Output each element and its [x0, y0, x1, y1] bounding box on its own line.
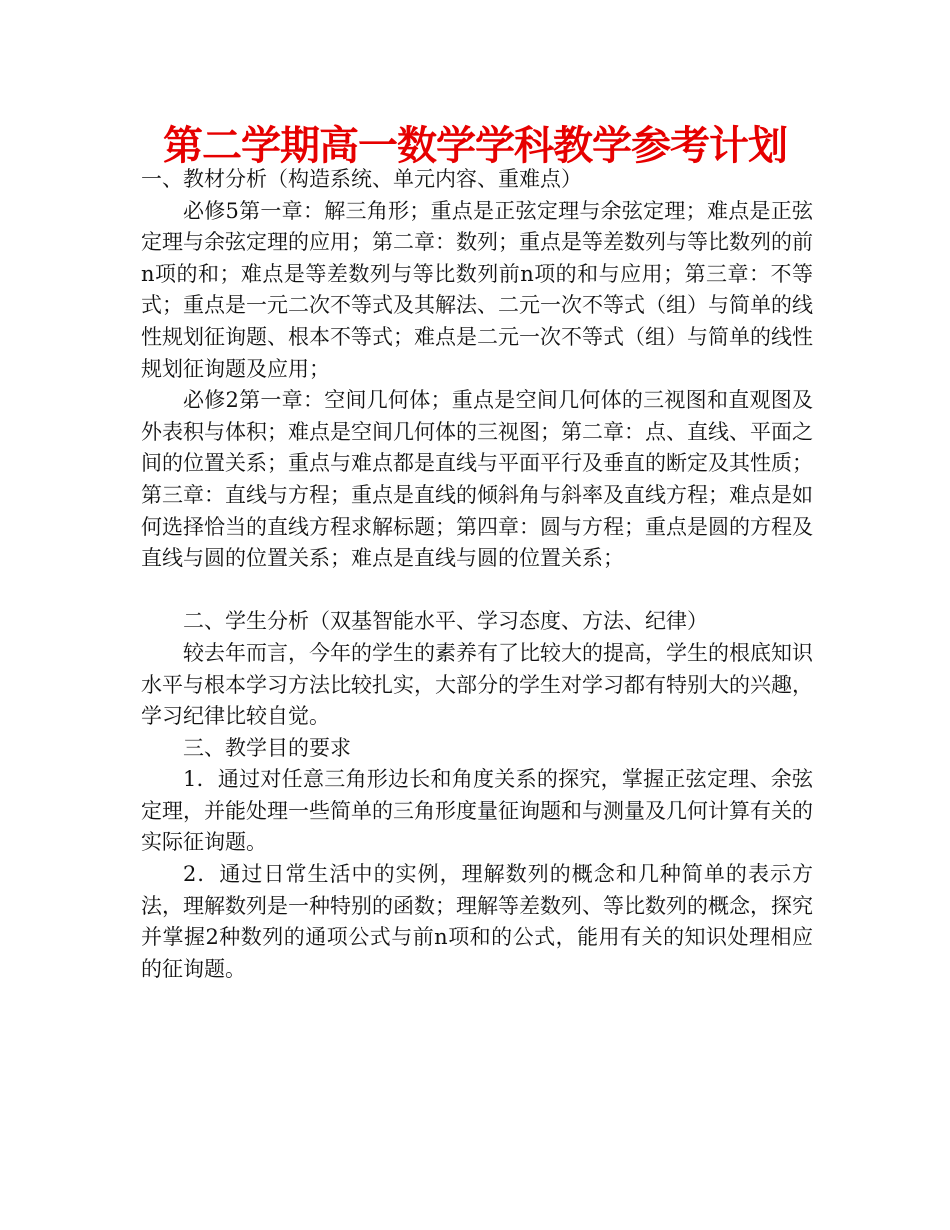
section1-heading: 一、教材分析（构造系统、单元内容、重难点） [141, 167, 582, 191]
section3-item-1: 1．通过对任意三角形边长和角度关系的探究，掌握正弦定理、余弦定理，并能处理一些简单的三角形度量征询题和与测量及几何计算有关的实际征询题。 [141, 767, 813, 855]
section3-item-2: 2．通过日常生活中的实例，理解数列的概念和几种简单的表示方法，理解数列是一种特别的函数；理解等差数列、等比数列的概念，探究并掌握2种数列的通项公式与前n项和的公式，能用有关的知识处理相应的征询题。 [141, 862, 813, 981]
section2-paragraph: 较去年而言，今年的学生的素养有了比较大的提高，学生的根底知识水平与根本学习方法比较扎实，大部分的学生对学习都有特别大的兴趣，学习纪律比较自觉。 [141, 640, 813, 729]
document-title: 第二学期高一数学学科教学参考计划 [163, 123, 787, 169]
section3-heading: 三、教学目的要求 [183, 735, 351, 760]
section2-heading: 二、学生分析（双基智能水平、学习态度、方法、纪律） [183, 609, 708, 634]
paragraph-gap [141, 575, 813, 607]
document-body [141, 164, 813, 985]
section1-paragraph-2: 必修2第一章：空间几何体；重点是空间几何体的三视图和直观图及外表积与体积；难点是空间几何体的三视图；第二章：点、直线、平面之间的位置关系；重点与难点都是直线与平面平行及垂直的断定及其性质；第三章：直线与方程；重点是直线的倾斜角与斜率及直线方程；难点是如何选择恰当的直线方程求解标题；第四章：圆与方程；重点是圆的方程及直线与圆的位置关系；难点是直线与圆的位置关系； [141, 388, 813, 571]
section1-paragraph-1: 必修5第一章：解三角形；重点是正弦定理与余弦定理；难点是正弦定理与余弦定理的应用；第二章：数列；重点是等差数列与等比数列的前n项的和；难点是等差数列与等比数列前n项的和与应用；第三章：不等式；重点是一元二次不等式及其解法、二元一次不等式（组）与简单的线性规划征询题、根本不等式；难点是二元一次不等式（组）与简单的线性规划征询题及应用； [141, 198, 813, 381]
